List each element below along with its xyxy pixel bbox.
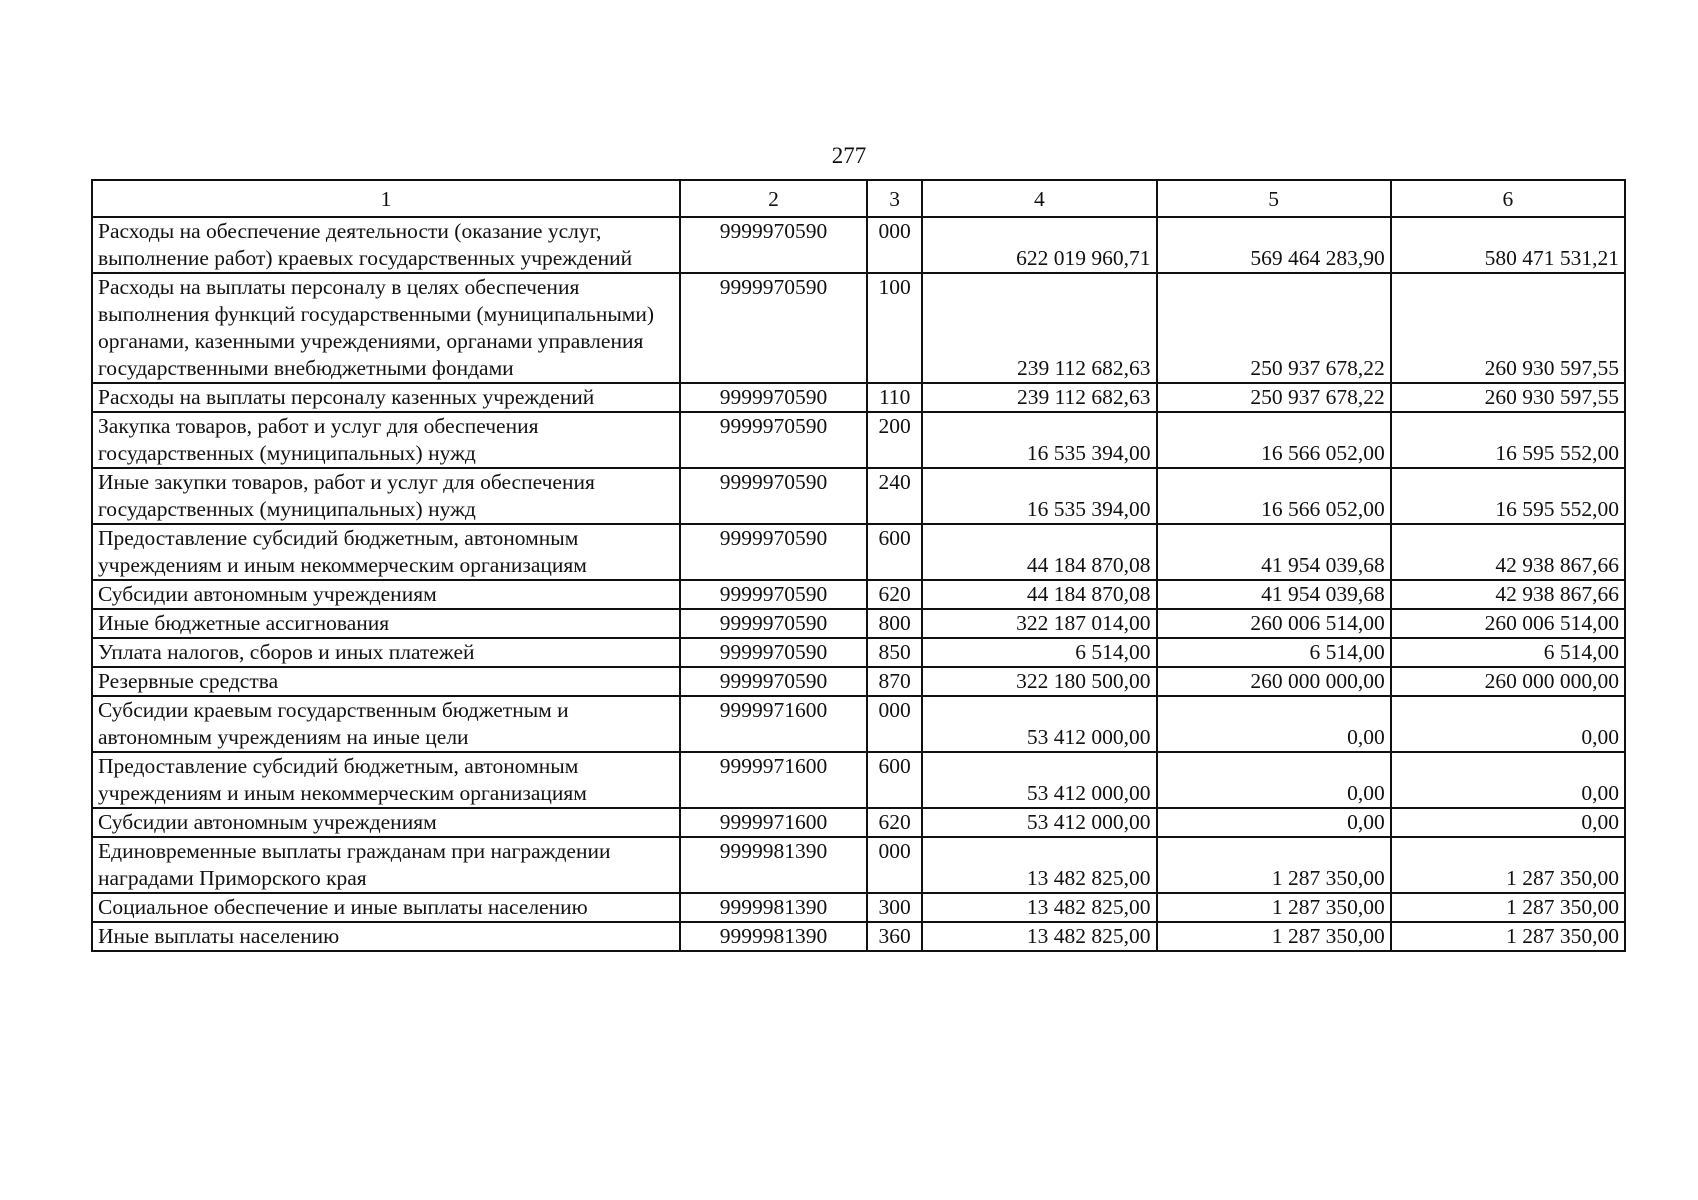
amount-col6-cell: 1 287 350,00 [1391,837,1625,893]
target-code-cell: 9999970590 [680,524,867,580]
amount-col5-cell: 250 937 678,22 [1157,383,1391,412]
amount-col4-cell: 53 412 000,00 [922,752,1156,808]
amount-col5-cell: 0,00 [1157,752,1391,808]
amount-col5-cell: 1 287 350,00 [1157,837,1391,893]
expense-type-cell: 240 [867,468,922,524]
amount-col5-cell: 0,00 [1157,696,1391,752]
expense-name-cell: Социальное обеспечение и иные выплаты населению [92,893,680,922]
expense-type-cell: 800 [867,609,922,638]
amount-col6-cell: 260 930 597,55 [1391,273,1625,383]
amount-col6-cell: 0,00 [1391,808,1625,837]
table-row [92,808,1625,837]
expense-name-cell: Предоставление субсидий бюджетным, автономным учреждениям и иным некоммерческим организациям [92,524,680,580]
amount-col6-cell: 0,00 [1391,696,1625,752]
amount-col5-cell: 16 566 052,00 [1157,468,1391,524]
table-row [92,609,1625,638]
expense-name-cell: Иные бюджетные ассигнования [92,609,680,638]
table-row [92,217,1625,273]
amount-col5-cell: 16 566 052,00 [1157,412,1391,468]
amount-col4-cell: 13 482 825,00 [922,837,1156,893]
amount-col6-cell: 42 938 867,66 [1391,580,1625,609]
target-code-cell: 9999970590 [680,412,867,468]
column-header-5: 5 [1157,180,1391,217]
amount-col5-cell: 250 937 678,22 [1157,273,1391,383]
amount-col5-cell: 1 287 350,00 [1157,922,1391,951]
table-row [92,273,1625,383]
expense-type-cell: 850 [867,638,922,667]
expense-type-cell: 360 [867,922,922,951]
target-code-cell: 9999971600 [680,696,867,752]
expense-type-cell: 000 [867,837,922,893]
target-code-cell: 9999970590 [680,273,867,383]
expense-type-cell: 620 [867,580,922,609]
table-row [92,412,1625,468]
amount-col6-cell: 16 595 552,00 [1391,412,1625,468]
amount-col4-cell: 53 412 000,00 [922,808,1156,837]
amount-col6-cell: 1 287 350,00 [1391,922,1625,951]
target-code-cell: 9999981390 [680,837,867,893]
target-code-cell: 9999970590 [680,638,867,667]
expense-type-cell: 100 [867,273,922,383]
amount-col4-cell: 322 180 500,00 [922,667,1156,696]
amount-col5-cell: 260 006 514,00 [1157,609,1391,638]
table-row [92,383,1625,412]
amount-col5-cell: 41 954 039,68 [1157,524,1391,580]
amount-col4-cell: 13 482 825,00 [922,922,1156,951]
expense-type-cell: 600 [867,524,922,580]
expense-type-cell: 110 [867,383,922,412]
budget-table [91,179,1626,952]
amount-col4-cell: 44 184 870,08 [922,580,1156,609]
expense-name-cell: Уплата налогов, сборов и иных платежей [92,638,680,667]
amount-col5-cell: 1 287 350,00 [1157,893,1391,922]
expense-name-cell: Закупка товаров, работ и услуг для обеспечения государственных (муниципальных) нужд [92,412,680,468]
expense-type-cell: 300 [867,893,922,922]
amount-col4-cell: 16 535 394,00 [922,412,1156,468]
table-row [92,638,1625,667]
table-row [92,837,1625,893]
expense-name-cell: Расходы на обеспечение деятельности (оказание услуг, выполнение работ) краевых государственных учреждений [92,217,680,273]
amount-col4-cell: 16 535 394,00 [922,468,1156,524]
table-row [92,468,1625,524]
column-header-4: 4 [922,180,1156,217]
amount-col5-cell: 260 000 000,00 [1157,667,1391,696]
amount-col6-cell: 16 595 552,00 [1391,468,1625,524]
expense-type-cell: 000 [867,217,922,273]
expense-name-cell: Единовременные выплаты гражданам при награждении наградами Приморского края [92,837,680,893]
expense-name-cell: Субсидии автономным учреждениям [92,580,680,609]
table-row [92,696,1625,752]
amount-col6-cell: 260 000 000,00 [1391,667,1625,696]
amount-col4-cell: 44 184 870,08 [922,524,1156,580]
column-header-2: 2 [680,180,867,217]
amount-col4-cell: 239 112 682,63 [922,383,1156,412]
amount-col4-cell: 622 019 960,71 [922,217,1156,273]
expense-type-cell: 600 [867,752,922,808]
amount-col6-cell: 1 287 350,00 [1391,893,1625,922]
amount-col6-cell: 6 514,00 [1391,638,1625,667]
target-code-cell: 9999971600 [680,808,867,837]
expense-name-cell: Иные выплаты населению [92,922,680,951]
table-row [92,580,1625,609]
column-header-3: 3 [867,180,922,217]
target-code-cell: 9999970590 [680,609,867,638]
expense-name-cell: Резервные средства [92,667,680,696]
amount-col5-cell: 569 464 283,90 [1157,217,1391,273]
target-code-cell: 9999970590 [680,468,867,524]
header-row [92,180,1625,217]
amount-col4-cell: 239 112 682,63 [922,273,1156,383]
amount-col4-cell: 53 412 000,00 [922,696,1156,752]
amount-col6-cell: 260 930 597,55 [1391,383,1625,412]
expense-type-cell: 870 [867,667,922,696]
expense-name-cell: Субсидии краевым государственным бюджетным и автономным учреждениям на иные цели [92,696,680,752]
table-row [92,524,1625,580]
amount-col4-cell: 322 187 014,00 [922,609,1156,638]
amount-col6-cell: 0,00 [1391,752,1625,808]
expense-name-cell: Субсидии автономным учреждениям [92,808,680,837]
table-row [92,922,1625,951]
expense-name-cell: Иные закупки товаров, работ и услуг для обеспечения государственных (муниципальных) нужд [92,468,680,524]
target-code-cell: 9999970590 [680,217,867,273]
expense-name-cell: Расходы на выплаты персоналу в целях обеспечения выполнения функций государственными (муниципальными) органами, казенными учреждениями, органами управления государственными внебюджетными фондами [92,273,680,383]
table-row [92,752,1625,808]
amount-col6-cell: 260 006 514,00 [1391,609,1625,638]
target-code-cell: 9999970590 [680,667,867,696]
target-code-cell: 9999981390 [680,922,867,951]
column-header-1: 1 [92,180,680,217]
amount-col5-cell: 6 514,00 [1157,638,1391,667]
amount-col6-cell: 580 471 531,21 [1391,217,1625,273]
target-code-cell: 9999981390 [680,893,867,922]
amount-col6-cell: 42 938 867,66 [1391,524,1625,580]
amount-col5-cell: 41 954 039,68 [1157,580,1391,609]
column-header-6: 6 [1391,180,1625,217]
expense-type-cell: 620 [867,808,922,837]
amount-col4-cell: 6 514,00 [922,638,1156,667]
table-row [92,667,1625,696]
target-code-cell: 9999970590 [680,580,867,609]
page-number: 277 [831,143,867,168]
target-code-cell: 9999971600 [680,752,867,808]
expense-type-cell: 000 [867,696,922,752]
expense-name-cell: Расходы на выплаты персоналу казенных учреждений [92,383,680,412]
amount-col4-cell: 13 482 825,00 [922,893,1156,922]
expense-type-cell: 200 [867,412,922,468]
amount-col5-cell: 0,00 [1157,808,1391,837]
table-row [92,893,1625,922]
target-code-cell: 9999970590 [680,383,867,412]
expense-name-cell: Предоставление субсидий бюджетным, автономным учреждениям и иным некоммерческим организациям [92,752,680,808]
